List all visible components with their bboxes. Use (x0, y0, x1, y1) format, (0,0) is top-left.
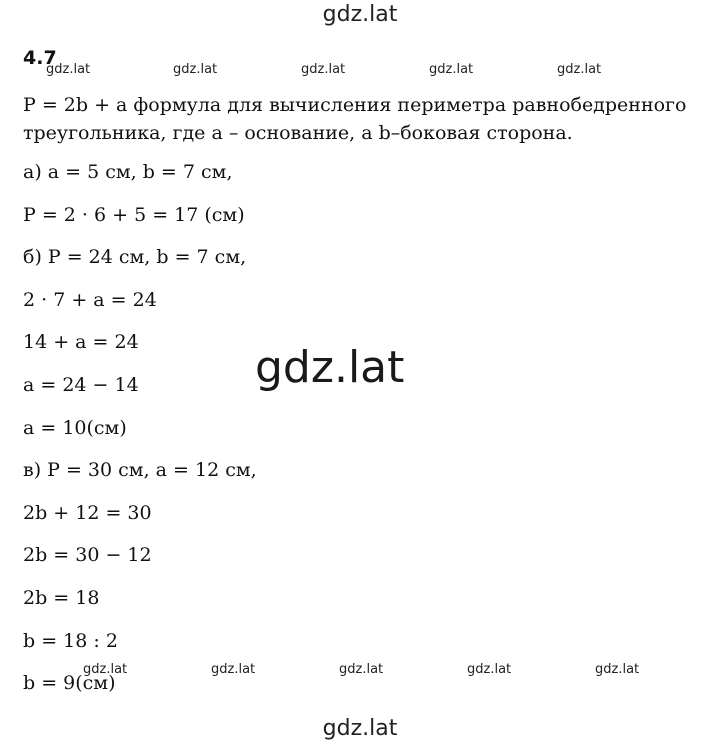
solution-line-1: а) a = 5 см, b = 7 см, (23, 161, 233, 183)
watermark-row-top-3: gdz.lat (301, 62, 346, 77)
problem-number: 4.7 (23, 47, 57, 69)
problem-statement-line-1: P = 2b + a формула для вычисления периметра равнобедренного (23, 94, 687, 116)
solution-line-11: 2b = 18 (23, 587, 100, 609)
solution-line-7: a = 10(см) (23, 417, 127, 439)
watermark-top: gdz.lat (322, 2, 398, 27)
watermark-bottom: gdz.lat (322, 716, 398, 741)
watermark-row-top-2: gdz.lat (173, 62, 218, 77)
solution-line-6: a = 24 − 14 (23, 374, 139, 396)
problem-statement (23, 91, 703, 147)
solution-line-9: 2b + 12 = 30 (23, 502, 152, 524)
watermark-row-bottom-5: gdz.lat (595, 662, 640, 677)
solution-line-10: 2b = 30 − 12 (23, 544, 152, 566)
watermark-row-bottom-1: gdz.lat (83, 662, 128, 677)
problem-statement-line-2: треугольника, где a – основание, а b–боковая сторона. (23, 122, 573, 144)
solution-line-13: b = 9(см) (23, 672, 116, 694)
watermark-center: gdz.lat (255, 342, 405, 393)
watermark-row-bottom-3: gdz.lat (339, 662, 384, 677)
watermark-row-top-1: gdz.lat (46, 62, 91, 77)
solution-line-2: P = 2 · 6 + 5 = 17 (см) (23, 204, 245, 226)
solution-line-4: 2 · 7 + a = 24 (23, 289, 157, 311)
watermark-row-top-5: gdz.lat (557, 62, 602, 77)
solution-line-5: 14 + a = 24 (23, 331, 139, 353)
solution-line-12: b = 18 : 2 (23, 630, 118, 652)
watermark-row-bottom-4: gdz.lat (467, 662, 512, 677)
watermark-row-bottom-2: gdz.lat (211, 662, 256, 677)
solution-line-3: б) P = 24 см, b = 7 см, (23, 246, 247, 268)
solution-line-8: в) P = 30 см, a = 12 см, (23, 459, 257, 481)
watermark-row-top-4: gdz.lat (429, 62, 474, 77)
